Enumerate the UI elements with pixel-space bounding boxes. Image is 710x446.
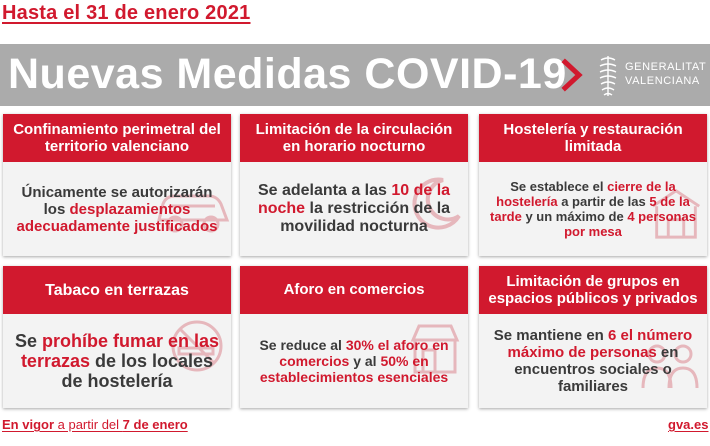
- card-text-part: Se establece el: [510, 179, 608, 194]
- card-text-highlight: prohíbe fumar en las terrazas: [20, 331, 220, 371]
- card-text-part: la restricción de la movilidad nocturna: [280, 200, 451, 235]
- card-text-highlight: 10 de la noche: [257, 182, 451, 217]
- card-text-part: Se reduce al: [259, 337, 346, 353]
- card-text: [13, 184, 221, 235]
- card-text-highlight: cierre de la hostelería: [496, 179, 676, 209]
- card-text: [489, 179, 697, 239]
- chevron-right-icon[interactable]: [555, 56, 589, 94]
- effective-date-note: [2, 417, 188, 432]
- card-text-highlight: 30% el aforo en comercios: [279, 337, 449, 369]
- card-text-part: de los locales de hostelería: [61, 351, 214, 391]
- generalitat-logo-icon: [596, 54, 620, 98]
- card-text-part: Se: [14, 331, 42, 351]
- card-night-curfew: [240, 114, 468, 256]
- card-heading: Tabaco en terrazas: [3, 266, 231, 314]
- card-text-highlight: 50% en establecimientos esenciales: [259, 353, 449, 385]
- card-body: [240, 162, 468, 256]
- card-heading: Limitación de la circulación en horario nocturno: [240, 114, 468, 162]
- effective-date: 7 de enero: [122, 417, 188, 432]
- card-text: [13, 331, 221, 391]
- title-banner: [0, 44, 710, 106]
- effective-label: En vigor: [2, 417, 55, 432]
- card-heading: Confinamiento perimetral del territorio valenciano: [3, 114, 231, 162]
- card-text-part: Se mantiene en: [493, 327, 608, 344]
- card-text-highlight: 6 el número máximo de personas: [507, 327, 693, 361]
- card-body: [3, 162, 231, 256]
- card-hospitality: [479, 114, 707, 256]
- org-line-2: VALENCIANA: [625, 75, 700, 87]
- card-text: [250, 337, 458, 385]
- card-text-highlight: 4 personas por mesa: [564, 209, 696, 239]
- card-body: [479, 162, 707, 256]
- card-text-part: y un máximo de: [521, 209, 628, 224]
- card-text-part: Únicamente se autorizarán los: [21, 183, 213, 218]
- card-heading: Hostelería y restauración limitada: [479, 114, 707, 162]
- card-body: [240, 314, 468, 408]
- card-body: [3, 314, 231, 408]
- card-heading: Aforo en comercios: [240, 266, 468, 314]
- card-body: [479, 314, 707, 408]
- effective-middle: a partir del: [54, 417, 123, 432]
- card-perimeter-lockdown: [3, 114, 231, 256]
- website-link[interactable]: gva.es: [668, 417, 709, 432]
- org-line-1: GENERALITAT: [625, 61, 707, 73]
- card-text: [489, 327, 697, 395]
- card-text-part: a partir de las: [557, 194, 650, 209]
- card-terrace-smoking: [3, 266, 231, 408]
- card-text-highlight: desplazamientos adecuadamente justificados: [16, 200, 218, 235]
- card-heading: Limitación de grupos en espacios públicos y privados: [479, 266, 707, 314]
- card-shop-capacity: [240, 266, 468, 408]
- organization-name: [625, 60, 706, 88]
- page-title: Nuevas Medidas COVID-19: [8, 50, 567, 98]
- card-text-part: y al: [349, 353, 381, 369]
- card-text-part: en encuentros sociales o familiares: [514, 344, 679, 395]
- date-heading: Hasta el 31 de enero 2021: [2, 2, 251, 24]
- card-group-limit: [479, 266, 707, 408]
- card-text-highlight: 5 de la tarde: [490, 194, 690, 224]
- card-text-part: Se adelanta a las: [257, 182, 392, 199]
- card-text: [250, 182, 458, 236]
